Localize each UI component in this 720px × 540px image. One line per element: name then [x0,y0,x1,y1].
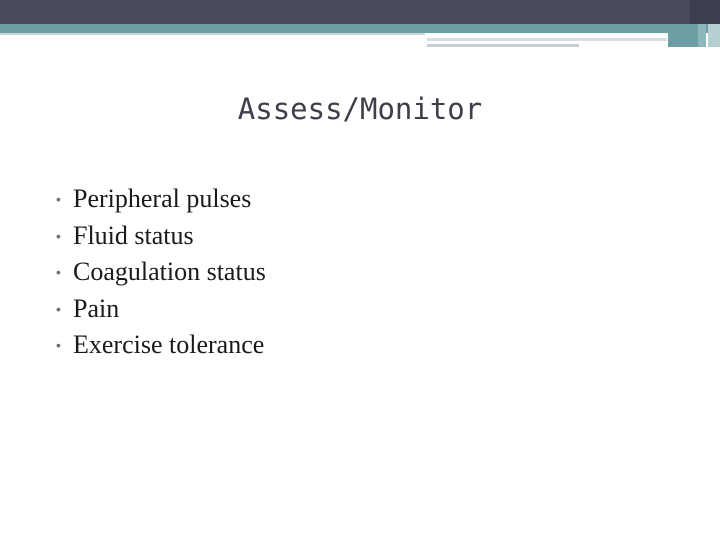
bullet-text: Pain [73,293,120,323]
bullet-text: Coagulation status [73,257,266,287]
bullet-marker: • [56,191,61,207]
header-accent-line-long [427,38,667,41]
header-accent-teal-tab [668,33,698,47]
bullet-marker: • [56,264,61,281]
header-accent-line-short [427,44,579,47]
header-teal-bar [0,24,720,33]
slide-title: Assess/Monitor [237,92,483,126]
bullet-marker: • [56,337,61,354]
bullet-marker: • [56,300,61,317]
bullet-text: Exercise tolerance [73,330,265,360]
bullet-text: Fluid status [73,220,194,250]
header-dark-bar-right [690,0,720,24]
header-accent-stripe-mid [698,24,706,47]
header-accent-stripe-light [708,24,720,47]
bullet-marker: • [56,227,61,244]
header-dark-bar [0,0,720,24]
bullet-text: Peripheral pulses [73,184,252,213]
